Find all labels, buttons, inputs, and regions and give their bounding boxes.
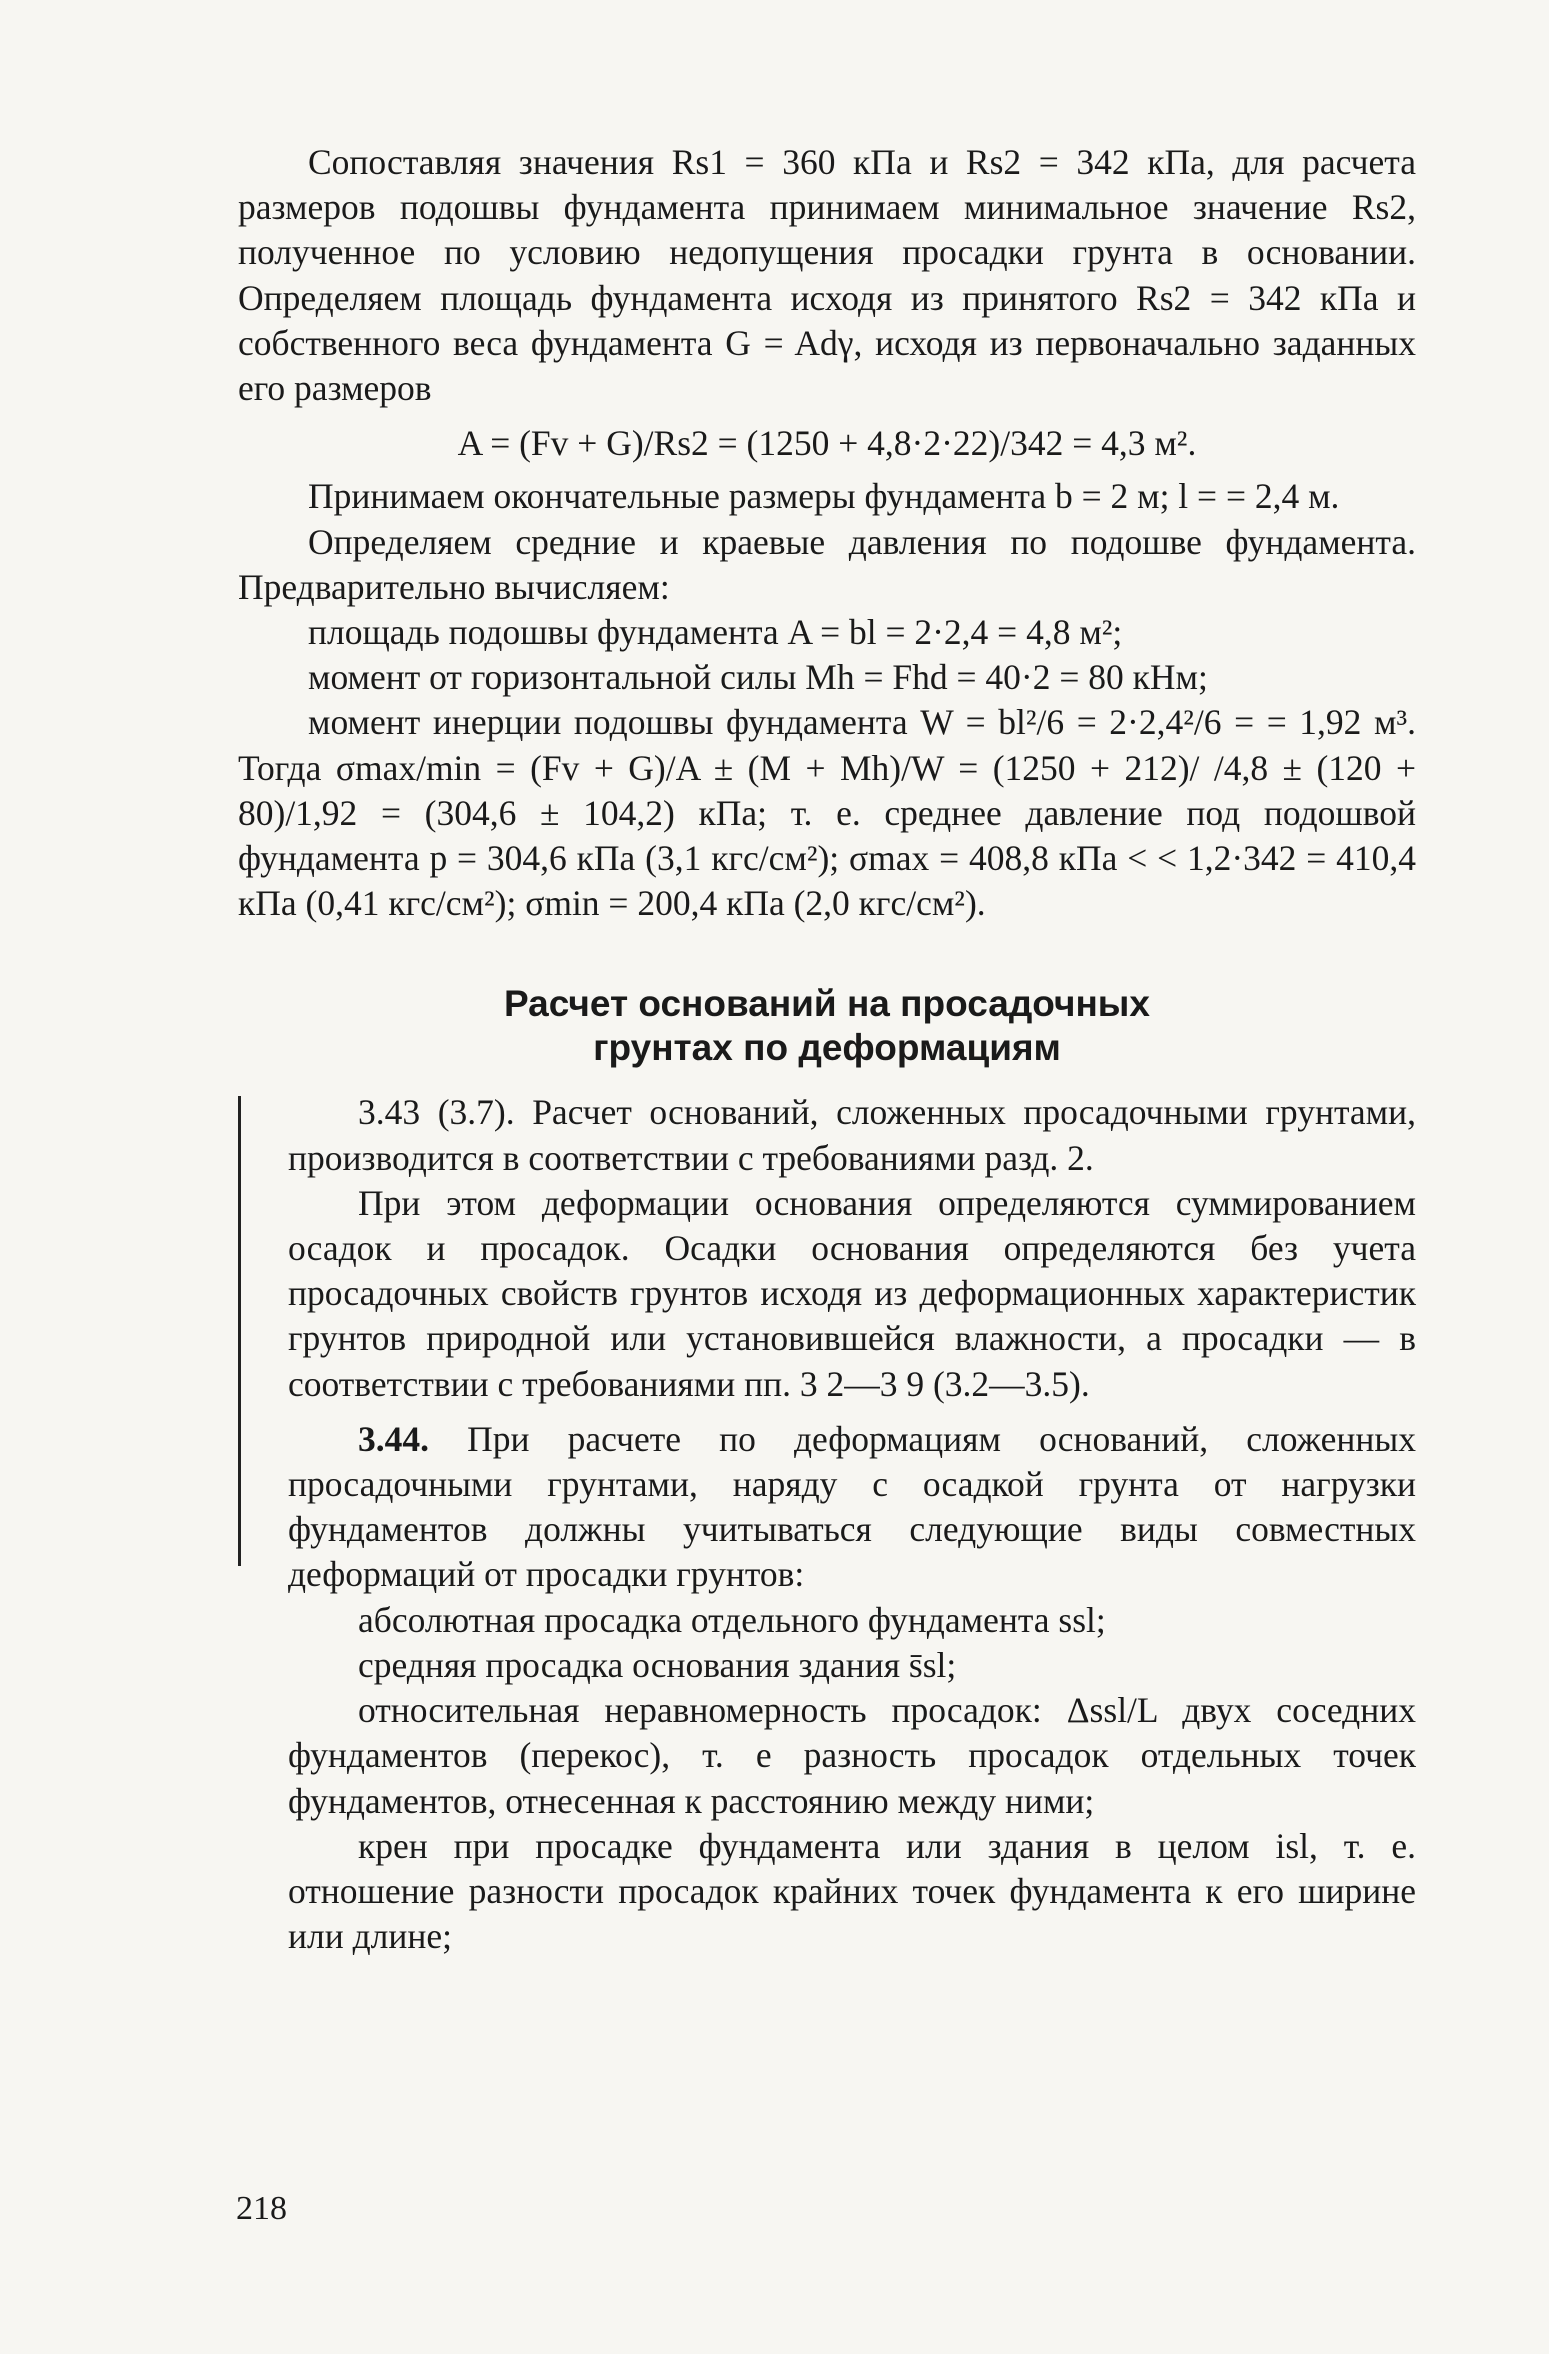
list-item: крен при просадке фундамента или здания в целом isl, т. е. отношение разности просадок крайних точек фундамента к его ширине или длине;: [288, 1825, 1416, 1957]
paragraph: [288, 1090, 1416, 1180]
paragraph: площадь подошвы фундамента A = bl = 2·2,4 = 4,8 м²;: [308, 612, 1123, 653]
clause-text: Расчет оснований, сложенных просадочными грунтами, производится в соответствии с требованиями разд. 2.: [288, 1092, 1416, 1178]
margin-bar: [238, 1096, 241, 1566]
list-item: абсолютная просадка отдельного фундамента ssl;: [358, 1599, 1106, 1640]
formula: A = (Fv + G)/Rs2 = (1250 + 4,8·2·22)/342 = 4,3 м².: [457, 423, 1197, 464]
section-3-43: [238, 1090, 1416, 1406]
clause-number: 3.44.: [358, 1418, 429, 1459]
page-number: 218: [236, 2190, 287, 2227]
heading-line: Расчет оснований на просадочных: [503, 983, 1150, 1025]
list-item: относительная неравномерность просадок: Δssl/L двух соседних фундаментов (перекос), т. е разность просадок отдельных точек фундаментов, отнесенная к расстоянию между ними;: [288, 1690, 1416, 1821]
list-item: средняя просадка основания здания s̄sl;: [358, 1644, 957, 1685]
section-3-44: [238, 1417, 1416, 1959]
section-heading: [238, 982, 1416, 1070]
paragraph: Определяем средние и краевые давления по подошве фундамента. Предварительно вычисляем:: [238, 521, 1416, 607]
paragraph: Сопоставляя значения Rs1 = 360 кПа и Rs2 = 342 кПа, для расчета размеров подошвы фундамента принимаем минимальное значение Rs2, полученное по условию недопущения просадки грунта в основании. Определяем площадь фундамента исходя из принятого Rs2 = 342 кПа и собственного веса фундамента G = Adγ, исходя из первоначально заданных его размеров: [238, 142, 1416, 409]
paragraph: Принимаем окончательные размеры фундамента b = 2 м; l = = 2,4 м.: [308, 476, 1340, 517]
heading-line: грунтах по деформациям: [593, 1027, 1061, 1069]
paragraph: При этом деформации основания определяются суммированием осадок и просадок. Осадки основания определяются без учета просадочных свойств грунтов исходя из деформационных характеристик грунтов природной или установившейся влажности, а просадки — в соответствии с требованиями пп. 3 2—3 9 (3.2—3.5).: [288, 1182, 1416, 1404]
clause-number: 3.43 (3.7).: [358, 1092, 515, 1133]
clause-text: При расчете по деформациям оснований, сложенных просадочными грунтами, наряду с осадкой грунта от нагрузки фундаментов должны учитываться следующие виды совместных деформаций от просадки грунтов:: [288, 1418, 1416, 1595]
paragraph: момент от горизонтальной силы Mh = Fhd = 40·2 = 80 кНм;: [308, 657, 1208, 698]
page-body: [238, 140, 1416, 1959]
paragraph: момент инерции подошвы фундамента W = bl²/6 = 2·2,4²/6 = = 1,92 м³. Тогда σmax/min = (Fv + G)/A ± (M + Mh)/W = (1250 + 212)/ /4,8 ± (120 + 80)/1,92 = (304,6 ± 104,2) кПа; т. е. среднее давление под подошвой фундамента p = 304,6 кПа (3,1 кгс/см²); σmax = 408,8 кПа < < 1,2·342 = 410,4 кПа (0,41 кгс/см²); σmin = 200,4 кПа (2,0 кгс/см²).: [238, 702, 1416, 924]
paragraph: [288, 1417, 1416, 1598]
